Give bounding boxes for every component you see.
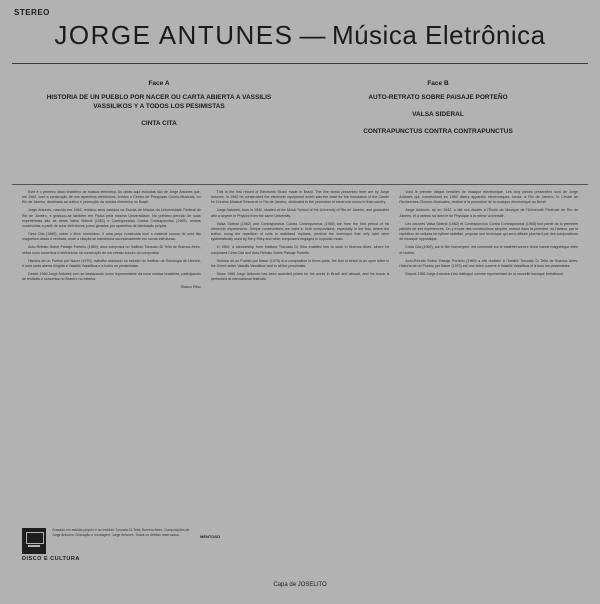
note-paragraph: Depuis 1966 Jorge Antunes s'est distingué comme représentant de la nouvelle musique brésilienne. bbox=[405, 272, 565, 277]
album-name: Música Eletrônica bbox=[331, 20, 546, 50]
note-paragraph: In 1969, a scholarship from Instituto Torcuato Di Tella enabled him to work in Buenos Aires, where he composed Cinta Cita and Auto-Retrato Sobre Paisaje Porteño. bbox=[210, 245, 390, 255]
title-separator: — bbox=[299, 20, 326, 50]
recording-credits: Gravado em estúdio próprio e no Instituto Torcuato Di Tella, Buenos Aires. Composições de Jorge Antunes. Gravação e montagem: Jorge Antunes. Todos os direitos reservados. bbox=[52, 528, 190, 537]
side-b-label: Face B bbox=[427, 80, 449, 87]
track-title: AUTO-RETRATO SOBRE PAISAJE PORTEÑO bbox=[368, 94, 508, 101]
label-name: DISCO E CULTURA bbox=[22, 556, 80, 562]
notes-signature: Glauco Filho bbox=[180, 285, 201, 290]
liner-notes-portuguese bbox=[22, 190, 201, 520]
note-paragraph: Cinta Cita (1969), sobre o filme homônimo, é uma peça construída com o material sonoro de uma fita magnética citada e recitada, onde a citação se transforma sucessivamente em novas estruturas. bbox=[22, 232, 201, 242]
note-paragraph: This is the first record of Electronic Music made in Brazil. The five works presented here are by Jorge Antunes. In 1962 he constructed the electronic equipment which was the base for the foundation of the Center for Chromo-Musical Research in Rio de Janeiro, dedicated to the promotion of electronic music in that country. bbox=[210, 190, 390, 205]
note-paragraph: Valsa Sideral (1962) and Contrapunctus Contra Contrapunctus (1965) are from the first period of his electronic experiments. Simple constructions are used in both compositions, especially in the first, where the author, using the repetition of cells in stabilized rhythms, predicts the technique that only later were systematically used by Terry Riley and other composers engaged in hypnotic music. bbox=[210, 221, 390, 242]
note-paragraph: Voici le premier disque brésilien de musique électronique. Les cinq pièces présentées sont de Jorge Antunes qui, construisant en 1962 divers appareils électroniques, fonda, à Rio de Janeiro, le Centre de Recherches Chromo-Musicales, destiné à la promotion de la musique électronique au Brésil. bbox=[399, 190, 579, 205]
note-paragraph: Cinta Cita (1969), sur le film homonyme, est construite sur le matériel sonore d'une bande magnétique citée et récitée. bbox=[399, 245, 579, 255]
note-paragraph: Jorge Antunes, nascido em 1942, realizou seus estudos na Escola de Música da Universidade Federal do Rio de Janeiro, e graduou-se também em Física pela mesma Universidade. No primeiro período de suas experiências são as obras Valsa Sideral (1962) e Contrapunctus Contra Contrapunctus (1965), ambas construídas a partir de sons eletrônicos puros gerados por aparelhos de fabricação própria. bbox=[22, 208, 201, 228]
liner-notes-french bbox=[399, 190, 578, 520]
side-b-tracklist bbox=[313, 80, 563, 144]
artist-name: JORGE ANTUNES bbox=[54, 20, 294, 50]
note-paragraph: Desde 1966 Jorge Antunes vem se destacando como representante da nova música brasileira, participando de festivais e concertos no Brasil e no exterior. bbox=[22, 272, 201, 282]
cover-credit: Capa de JOSELITO bbox=[273, 582, 327, 588]
note-paragraph: História de un Pueblo por Nacer (1970), trabalho realizado no estúdio do Instituto de Sonologia de Utrecht, é uma carta aberta dirigida a Vassilis Vassilikos e a todos os pessimistas. bbox=[22, 258, 201, 268]
liner-notes-english bbox=[211, 190, 390, 520]
track-title: VALSA SIDERAL bbox=[412, 111, 464, 118]
track-title: CONTRAPUNCTUS CONTRA CONTRAPUNCTUS bbox=[363, 128, 513, 135]
note-paragraph: Jorge Antunes, né en 1942, a fait ses études à l'École de Musique de l'Université Fédérale de Rio de Janeiro, et a obtenu sa licence de Physique à la même Université. bbox=[399, 208, 579, 218]
stereo-label: STEREO bbox=[14, 8, 50, 17]
liner-notes bbox=[22, 190, 578, 520]
note-paragraph: Historia de un Pueblo por Nacer (1970) is a composition in three parts, the first of which is an open letter to the Greek writer Vassilis Vassilikos and to all the pessimists. bbox=[210, 258, 390, 268]
label-mark: MENTOSO bbox=[200, 534, 221, 539]
track-title: HISTORIA DE UN PUEBLO POR NACER OU CARTA ABIERTA A VASSILIS VASSILIKOS Y A TODOS LOS PESIMISTAS bbox=[46, 94, 272, 110]
notes-divider bbox=[12, 184, 588, 185]
title-divider bbox=[12, 63, 588, 64]
note-paragraph: Auto-Retrato Sobre Paisaje Porteño (1969), obra composta no Instituto Torcuato Di Tella de Buenos Aires, utiliza sons concretos e eletrônicos na construção de um retrato sonoro do compositor. bbox=[22, 245, 201, 255]
footer bbox=[0, 520, 600, 604]
note-paragraph: Since 1966 Jorge Antunes has been awarded prizes for his works in Brazil and abroad, and his music is performed at international festivals. bbox=[210, 272, 390, 282]
note-paragraph: Este é o primeiro disco brasileiro de música eletrônica. As obras aqui incluídas são de Jorge Antunes que, em 1962, com a construção de uns aparelhos eletrônicos, fundou o Centro de Pesquisas Cromo-Musicais, no Rio de Janeiro, destinado ao cultivo e promoção da música eletrônica no Brasil. bbox=[22, 190, 201, 205]
album-title bbox=[0, 20, 600, 51]
side-a-label: Face A bbox=[148, 80, 170, 87]
side-a-tracklist bbox=[34, 80, 284, 136]
record-label-logo-icon bbox=[22, 528, 46, 554]
track-title: CINTA CITA bbox=[141, 120, 177, 127]
note-paragraph: Auto-Retrato Sobre Paisaje Porteño (1969) a été réalisée à l'Institut Torcuato Di Tella de Buenos Aires; Historia de un Pueblo por Nacer (1970) est une lettre ouverte à Vassilis Vassilikos et à tous les pessimistes. bbox=[399, 258, 579, 268]
note-paragraph: Les oeuvres Valsa Sideral (1962) et Contrapunctus Contra Contrapunctus (1965) font partie de la première période de ses expériences. On y trouve des constructions simples, surtout dans la première, où l'auteur, par la répétition de cellules en rythme stabilisé, propose une technique qui sera utilisée plus tard par des compositeurs de musique hypnotique. bbox=[399, 221, 579, 242]
note-paragraph: Jorge Antunes, born in 1942, studied at the Music School of the University of Rio de Janeiro, and graduated with a degree in Physics from the same University. bbox=[210, 208, 390, 218]
